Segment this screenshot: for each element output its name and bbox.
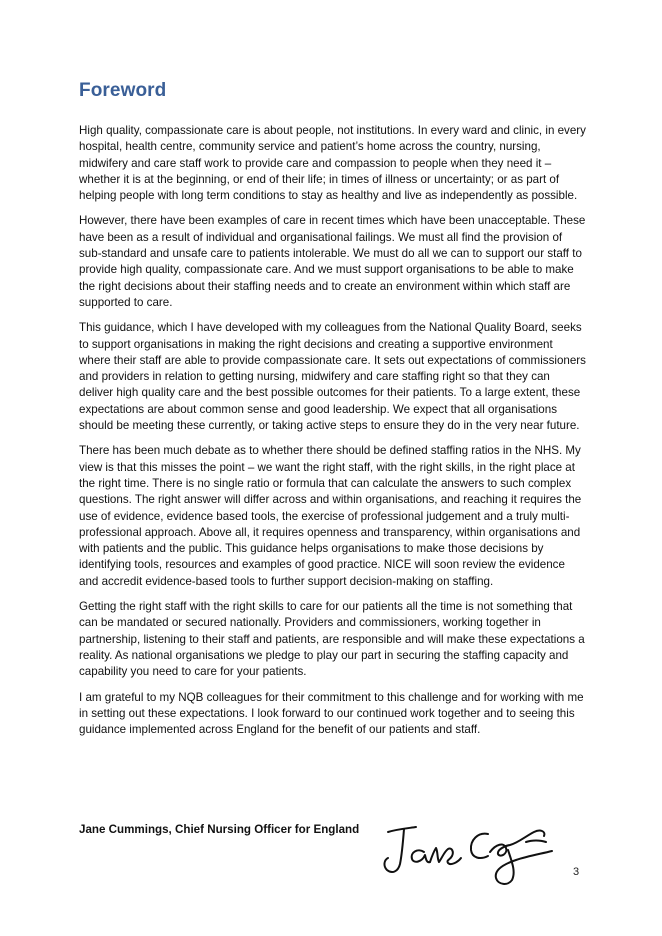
body-text [79, 123, 587, 747]
paragraph-1: High quality, compassionate care is about people, not institutions. In every ward and clinic, in every hospital, health centre, community service and patient’s home across the country, nursing, midwifery and care staff work to provide care and compassion to people when they need it – whether it is at the beginning, or end of their life; in times of illness or uncertainty; or as part of helping people with long term conditions to stay as healthy and live as independently as possible. [79, 124, 586, 203]
paragraph-4: There has been much debate as to whether there should be defined staffing ratios in the NHS. My view is that this misses the point – we want the right staff, with the right skills, in the right place at the right time. There is no single ratio or formula that can calculate the answers to such complex questions. The right answer will differ across and within organisations, and reaching it requires the use of evidence, evidence based tools, the exercise of professional judgement and a truly multi-professional approach. Above all, it requires openness and transparency, within organisations and with patients and the public. This guidance helps organisations to make those decisions by identifying tools, resources and examples of good practice. NICE will soon review the evidence and accredit evidence-based tools to further support decision-making on staffing. [79, 444, 582, 588]
paragraph-2: However, there have been examples of care in recent times which have been unacceptable. These have been as a result of individual and organisational failings. We must all find the provision of sub-standard and unsafe care to patients intolerable. We must do all we can to support our staff to provide high quality, compassionate care. And we must support organisations to be able to make the right decisions about their staffing needs and to create an environment within which staff are supported to care. [79, 214, 586, 309]
signoff: Jane Cummings, Chief Nursing Officer for England [79, 823, 360, 836]
handwritten-signature [376, 818, 566, 890]
page-number: 3 [573, 866, 580, 878]
page-title: Foreword [79, 80, 167, 101]
paragraph-5: Getting the right staff with the right skills to care for our patients all the time is not something that can be mandated or secured nationally. Providers and commissioners, working together in partnership, listening to their staff and patients, are responsible and will make these expectations a reality. As national organisations we pledge to play our part in securing the staffing capacity and capability you need to care for your patients. [79, 600, 585, 679]
paragraph-6: I am grateful to my NQB colleagues for their commitment to this challenge and for working with me in setting out these expectations. I look forward to our continued work together and to seeing this guidance implemented across England for the benefit of our patients and staff. [79, 690, 584, 737]
paragraph-3: This guidance, which I have developed with my colleagues from the National Quality Board, seeks to support organisations in making the right decisions and creating a supportive environment where their staff are able to provide compassionate care. It sets out expectations of commissioners and providers in relation to getting nursing, midwifery and care staffing right so that they can deliver high quality care and the best possible outcomes for their patients. To a large extent, these expectations are about common sense and good leadership. We expect that all organisations should be meeting these currently, or taking active steps to ensure they do in the very near future. [79, 321, 586, 433]
